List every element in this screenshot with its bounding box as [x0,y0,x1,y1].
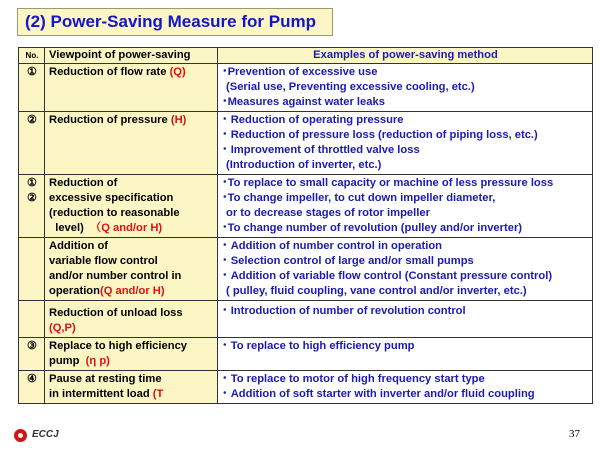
viewpoint-line: Addition of [49,240,109,252]
parameter-label: (η p) [85,355,110,367]
viewpoint-line: Pause at resting time [49,373,162,385]
parameter-label: (T [152,388,164,400]
row-number [19,238,45,301]
number-label: ① [26,66,38,78]
examples-cell [218,238,593,301]
example-line: ･ Reduction of operating pressure [222,114,404,126]
table-row [19,371,593,404]
example-line: ･ Introduction of number of revolution control [222,305,466,317]
viewpoint-line: (reduction to reasonable [49,207,180,219]
table-row [19,175,593,238]
logo-text: ECCJ [32,429,59,440]
viewpoint-line: Reduction of [49,177,118,189]
example-line: (Introduction of inverter, etc.) [226,159,382,171]
header-viewpoint: Viewpoint of power-saving [45,48,218,64]
parameter-label: （Q and/or H) [90,222,163,234]
example-line: ･ To replace to motor of high frequency start type [222,373,485,385]
examples-cell [218,64,593,112]
number-label: ② [26,192,38,204]
example-line: ･ Addition of soft starter with inverter and/or fluid coupling [222,388,535,400]
example-line: ･Prevention of excessive use [222,66,378,78]
page-title: (2) Power-Saving Measure for Pump [25,12,316,31]
viewpoint-line: excessive specification [49,192,174,204]
header-examples: Examples of power-saving method [218,48,593,64]
viewpoint-text: operation [49,285,100,297]
example-line: or to decrease stages of rotor impeller [226,207,430,219]
viewpoint-line [49,221,214,236]
viewpoint-line [49,354,214,369]
viewpoint-cell [45,338,218,371]
examples-cell [218,112,593,175]
example-line: ･ Addition of number control in operation [222,240,443,252]
table-header-row [19,48,593,64]
viewpoint-cell [45,112,218,175]
viewpoint-line [49,65,214,80]
example-line: ( pulley, fluid coupling, vane control and/or inverter, etc.) [226,285,527,297]
viewpoint-cell [45,238,218,301]
viewpoint-line [49,284,214,299]
viewpoint-cell [45,371,218,404]
parameter-label: (H) [170,114,187,126]
row-number [19,112,45,175]
table-row [19,112,593,175]
number-label: ② [26,114,38,126]
viewpoint-text: pump [49,355,86,367]
number-label: ④ [26,373,38,385]
row-number [19,301,45,338]
example-line: ･To change impeller, to cut down impeller diameter, [222,192,496,204]
parameter-label: (Q,P) [49,322,76,334]
viewpoint-text: Reduction of pressure [49,114,171,126]
eccj-logo [14,429,94,445]
header-no: No. [19,48,45,64]
example-line: ･Measures against water leaks [222,96,385,108]
row-number [19,175,45,238]
viewpoint-text: in intermittent load [49,388,153,400]
viewpoint-cell [45,64,218,112]
table-row [19,64,593,112]
number-label: ③ [26,340,38,352]
row-number [19,371,45,404]
viewpoint-line: variable flow control [49,255,158,267]
viewpoint-cell [45,301,218,338]
example-line: ･ Addition of variable flow control (Constant pressure control) [222,270,553,282]
viewpoint-line [49,113,214,128]
number-label: ① [26,177,38,189]
viewpoint-line [49,387,214,402]
viewpoint-line: Reduction of unload loss [49,307,183,319]
title-box [17,8,333,36]
example-line: ･ Reduction of pressure loss (reduction of piping loss, etc.) [222,129,538,141]
example-line: ･ To replace to high efficiency pump [222,340,415,352]
table-row [19,338,593,371]
viewpoint-line: Replace to high efficiency [49,340,188,352]
examples-cell [218,371,593,404]
row-number [19,64,45,112]
example-line: (Serial use, Preventing excessive cooling, etc.) [226,81,475,93]
table-row [19,301,593,338]
viewpoint-line: and/or number control in [49,270,182,282]
examples-cell [218,338,593,371]
power-saving-table [18,47,593,404]
row-number [19,338,45,371]
logo-mark-icon [14,429,27,442]
examples-cell [218,301,593,338]
viewpoint-text: Reduction of flow rate [49,66,170,78]
example-line: ･ Improvement of throttled valve loss [222,144,420,156]
viewpoint-cell [45,175,218,238]
example-line: ･To replace to small capacity or machine of less pressure loss [222,177,554,189]
page-number: 37 [569,428,580,440]
examples-cell [218,175,593,238]
example-line: ･ Selection control of large and/or small pumps [222,255,474,267]
example-line: ･To change number of revolution (pulley and/or inverter) [222,222,523,234]
parameter-label: (Q and/or H) [99,285,165,297]
viewpoint-text: level) [49,222,91,234]
table-row [19,238,593,301]
parameter-label: (Q) [169,66,186,78]
